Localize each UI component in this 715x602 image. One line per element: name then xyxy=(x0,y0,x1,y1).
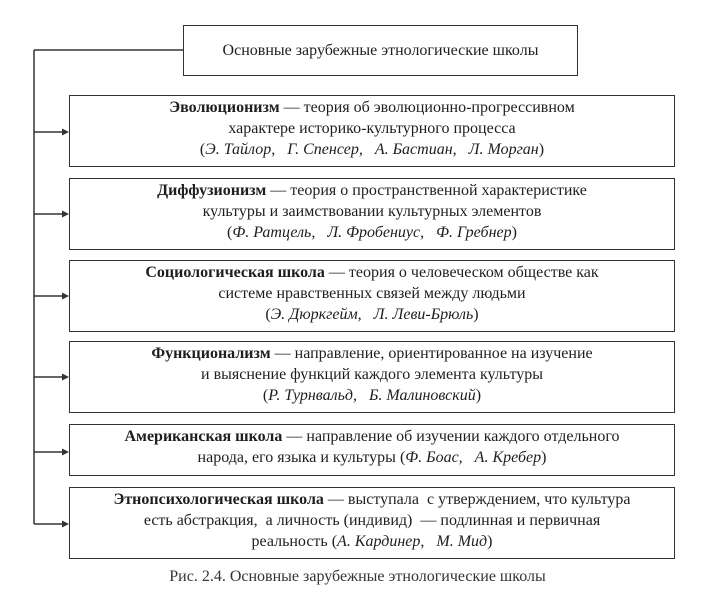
school-authors-line xyxy=(80,385,664,406)
paren-open: ( xyxy=(262,387,269,404)
arrowhead-4 xyxy=(62,374,69,381)
school-authors: Э. Тайлор, Г. Спенсер, А. Бастиан, Л. Морган xyxy=(205,141,539,158)
school-line-2 xyxy=(80,447,664,468)
arrowhead-3 xyxy=(62,293,69,300)
school-box-american xyxy=(69,424,675,476)
paren-open: ( xyxy=(265,306,271,323)
school-description: системе нравственных связей между людьми xyxy=(218,285,526,302)
school-line-1 xyxy=(80,262,664,283)
school-description: — теория о человеческом обществе как xyxy=(324,264,599,281)
paren-open: ( xyxy=(227,224,233,241)
paren-open: ( xyxy=(331,533,338,550)
paren-close: ) xyxy=(511,224,517,241)
school-line-1 xyxy=(80,97,664,118)
school-line-1 xyxy=(80,426,664,447)
school-name: Эволюционизм xyxy=(169,99,280,116)
school-name: Диффузионизм xyxy=(157,182,267,199)
arrowhead-5 xyxy=(62,449,69,456)
paren-open: ( xyxy=(399,449,406,466)
title-text: Основные зарубежные этнологические школы xyxy=(222,41,539,59)
school-description: — направление об изучении каждого отдельного xyxy=(282,428,620,445)
school-box-diffusionism xyxy=(69,178,675,250)
school-authors-line xyxy=(80,304,664,325)
paren-close: ) xyxy=(538,141,545,158)
school-description: есть абстракция, а личность (индивид) — подлинная и первичная xyxy=(143,512,601,529)
paren-open: ( xyxy=(199,141,206,158)
school-description: культуры и заимствовании культурных элементов xyxy=(202,203,542,220)
school-authors: А. Кардинер, М. Мид xyxy=(337,533,488,550)
school-box-functionalism xyxy=(69,341,675,413)
paren-close: ) xyxy=(473,306,479,323)
school-authors-line xyxy=(80,222,664,243)
school-description: — теория о пространственной характеристике xyxy=(266,182,587,199)
school-description: народа, его языка и культуры xyxy=(197,449,400,466)
arrowhead-1 xyxy=(62,129,69,136)
school-authors: Р. Турнвальд, Б. Малиновский xyxy=(268,387,476,404)
school-name: Функционализм xyxy=(151,345,271,362)
school-description: реальность xyxy=(251,533,332,550)
paren-close: ) xyxy=(475,387,482,404)
arrowhead-2 xyxy=(62,211,69,218)
school-authors: Ф. Боас, А. Кребер xyxy=(405,449,542,466)
paren-close: ) xyxy=(487,533,493,550)
school-description: — теория об эволюционно-прогрессивном xyxy=(279,99,575,116)
school-authors: Ф. Ратцель, Л. Фробениус, Ф. Гребнер xyxy=(232,224,512,241)
arrowhead-6 xyxy=(62,521,69,528)
school-box-sociological xyxy=(69,260,675,332)
school-line-1 xyxy=(80,180,664,201)
figure-caption: Рис. 2.4. Основные зарубежные этнологические школы xyxy=(169,568,546,585)
school-authors-line xyxy=(80,139,664,160)
paren-close: ) xyxy=(541,449,547,466)
school-name: Этнопсихологическая школа xyxy=(113,491,324,508)
school-description: характере историко-культурного процесса xyxy=(228,120,516,137)
school-line-1 xyxy=(80,489,664,510)
title-box xyxy=(183,25,578,76)
school-name: Американская школа xyxy=(124,428,283,445)
school-box-ethnopsychological xyxy=(69,487,675,559)
school-box-evolutionism xyxy=(69,95,675,167)
school-description: и выяснение функций каждого элемента культуры xyxy=(201,366,543,383)
school-description: — направление, ориентированное на изучение xyxy=(270,345,593,362)
school-authors: Э. Дюркгейм, Л. Леви-Брюль xyxy=(270,306,474,323)
school-line-3 xyxy=(80,531,664,552)
school-name: Социологическая школа xyxy=(145,264,325,281)
school-line-1 xyxy=(80,343,664,364)
school-description: — выступала с утверждением, что культура xyxy=(323,491,631,508)
